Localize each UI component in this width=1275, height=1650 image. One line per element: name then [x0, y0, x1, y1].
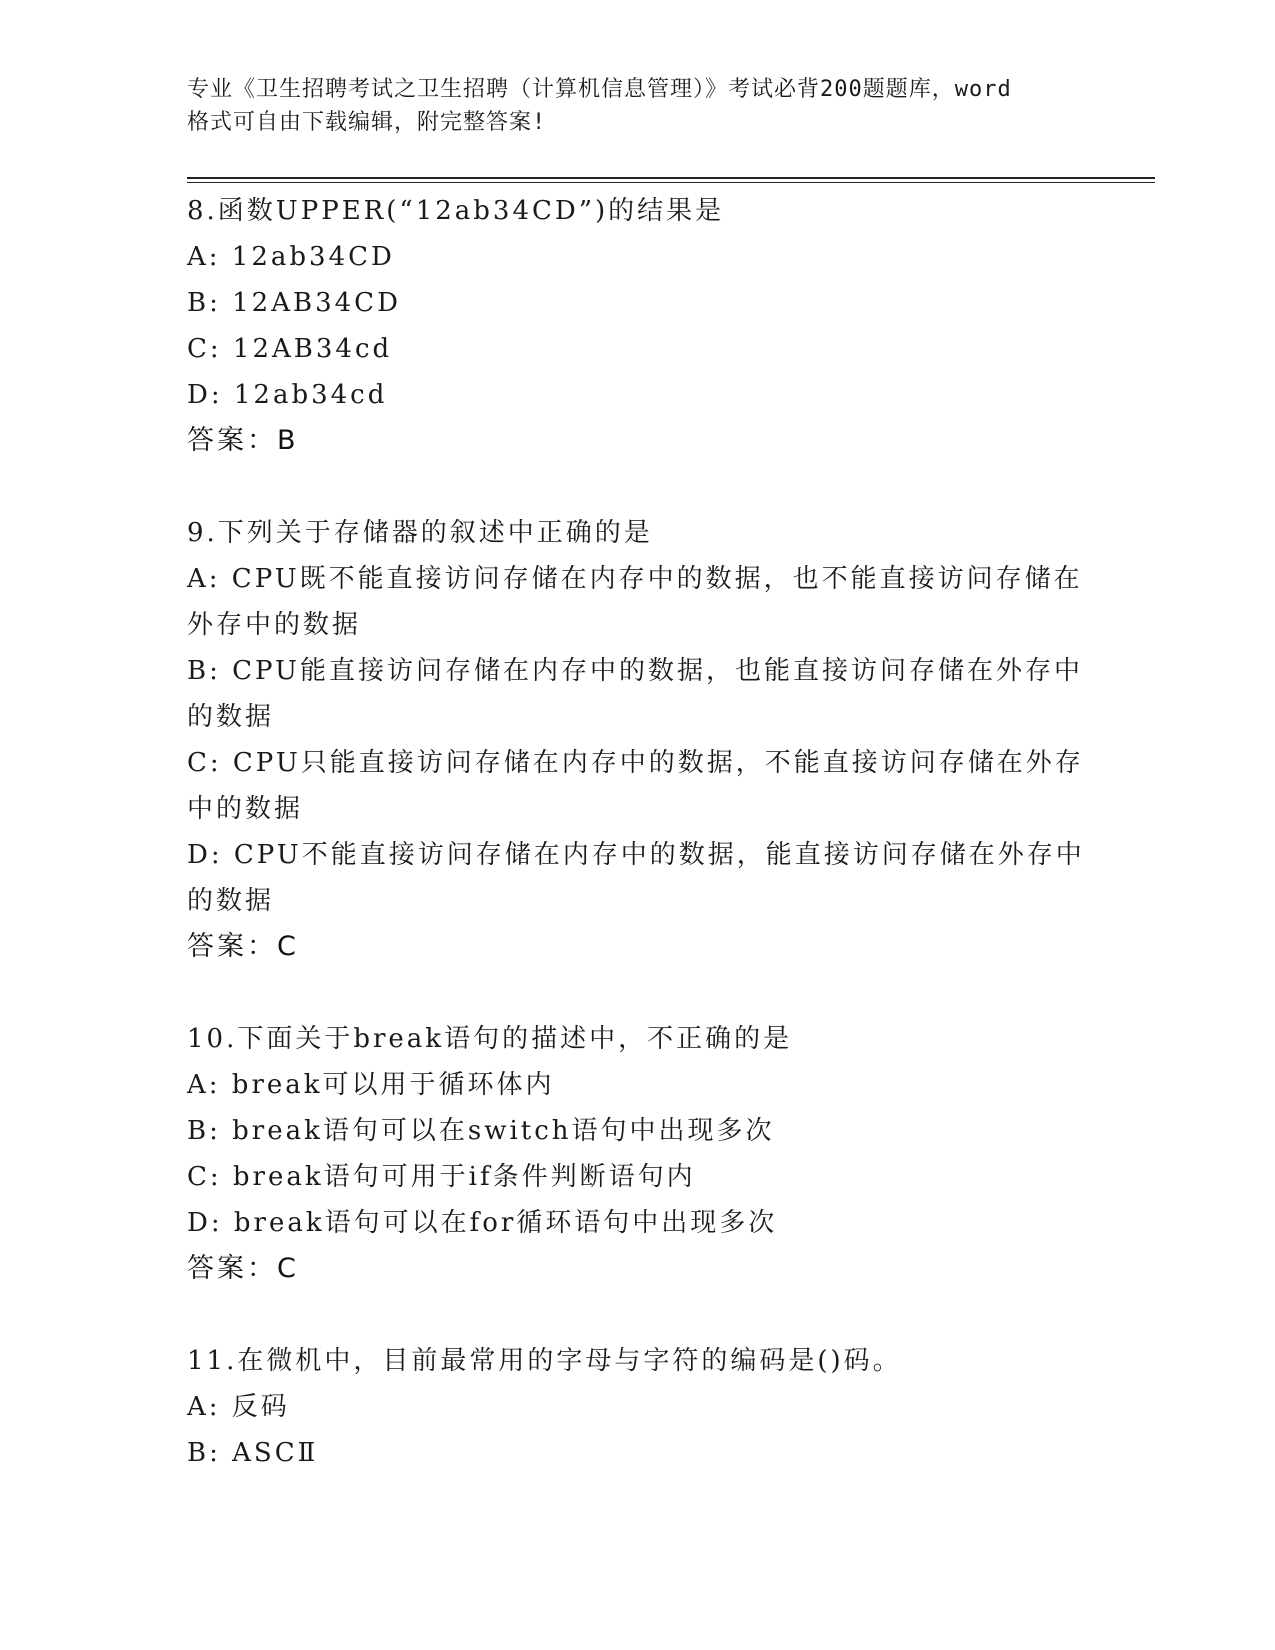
option-b: B: 12AB34CD	[187, 288, 401, 318]
option-c: C: CPU只能直接访问存储在内存中的数据，不能直接访问存储在外存中的数据	[187, 748, 1084, 824]
question-11	[187, 1338, 1087, 1476]
question-list	[187, 188, 1087, 1476]
option-b: B: ASCⅡ	[187, 1438, 319, 1468]
option-a: A: break可以用于循环体内	[187, 1070, 555, 1100]
question-stem: 9.下列关于存储器的叙述中正确的是	[187, 518, 653, 548]
question-stem: 11.在微机中，目前最常用的字母与字符的编码是()码。	[187, 1346, 902, 1376]
option-c: C: break语句可用于if条件判断语句内	[187, 1162, 696, 1192]
option-c: C: 12AB34cd	[187, 334, 393, 364]
answer-label: 答案：C	[187, 1253, 299, 1284]
header-line-2: 格式可自由下载编辑，附完整答案!	[187, 110, 547, 135]
option-b: B: break语句可以在switch语句中出现多次	[187, 1116, 775, 1146]
option-a: A: 反码	[187, 1392, 290, 1422]
option-d: D: CPU不能直接访问存储在内存中的数据，能直接访问存储在外存中的数据	[187, 840, 1085, 916]
question-9	[187, 510, 1087, 970]
option-d: D: break语句可以在for循环语句中出现多次	[187, 1208, 778, 1238]
question-spacer	[187, 464, 1087, 510]
question-spacer	[187, 1292, 1087, 1338]
header-line-1: 专业《卫生招聘考试之卫生招聘（计算机信息管理）》考试必背200题题库，word	[187, 77, 1012, 102]
header-divider-thick	[187, 177, 1155, 179]
question-stem: 10.下面关于break语句的描述中，不正确的是	[187, 1024, 793, 1054]
question-spacer	[187, 970, 1087, 1016]
question-10	[187, 1016, 1087, 1292]
header-divider-thin	[187, 182, 1155, 183]
question-8	[187, 188, 1087, 464]
option-a: A: 12ab34CD	[187, 242, 395, 272]
answer-label: 答案：B	[187, 425, 299, 456]
option-b: B: CPU能直接访问存储在内存中的数据，也能直接访问存储在外存中的数据	[187, 656, 1083, 732]
question-stem: 8.函数UPPER(“12ab34CD”)的结果是	[187, 196, 725, 226]
document-header	[187, 73, 1092, 139]
option-a: A: CPU既不能直接访问存储在内存中的数据，也不能直接访问存储在外存中的数据	[187, 564, 1083, 640]
answer-label: 答案：C	[187, 931, 299, 962]
option-d: D: 12ab34cd	[187, 380, 388, 410]
